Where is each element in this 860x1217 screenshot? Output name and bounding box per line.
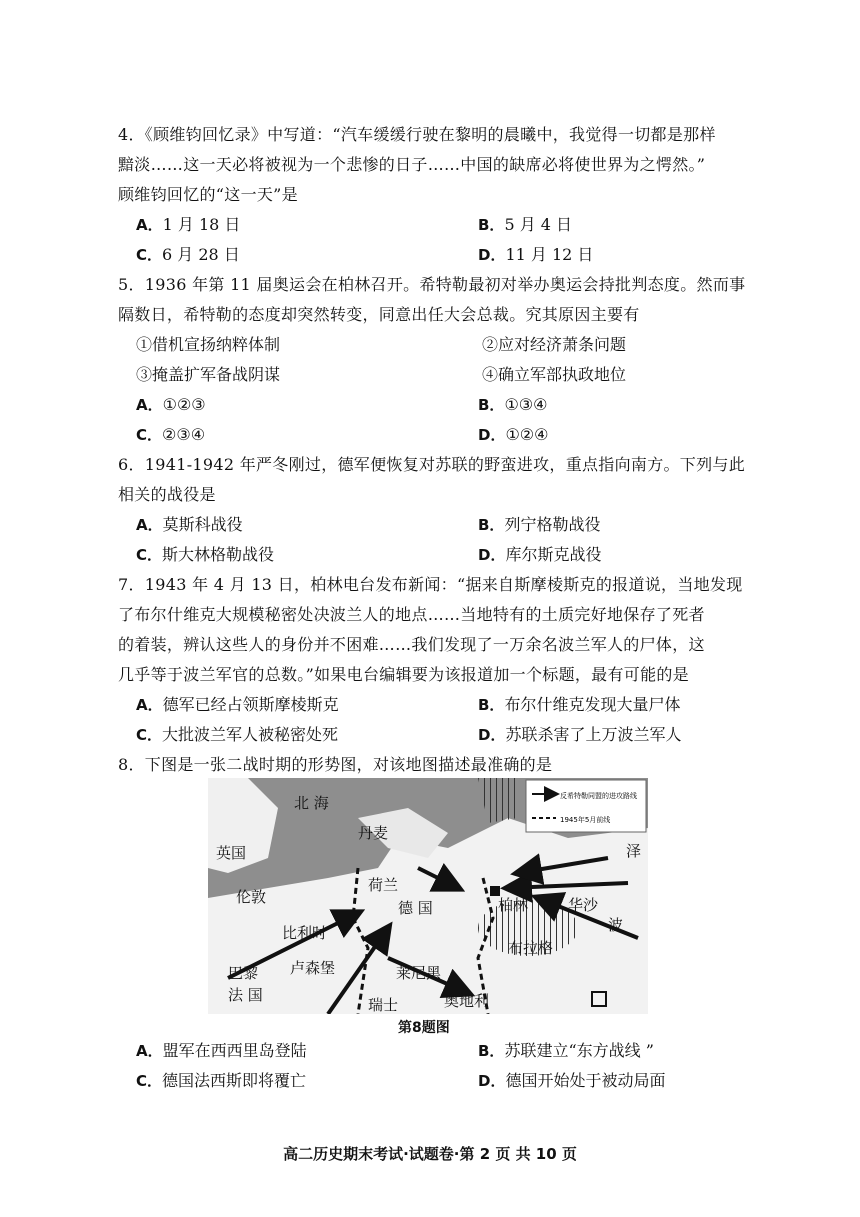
map-label-north-sea: 北 海 bbox=[294, 794, 329, 812]
map-label-austria: 奥地利 bbox=[444, 992, 490, 1010]
q7-line-4: 几乎等于波兰军官的总数。”如果电台编辑要为该报道加一个标题，最有可能的是 bbox=[118, 665, 689, 684]
q5-line-1: 5．1936 年第 11 届奥运会在柏林召开。希特勒最初对举办奥运会持批判态度。然而事 bbox=[118, 275, 746, 294]
q8-option-a[interactable]: A．盟军在西西里岛登陆 bbox=[136, 1041, 307, 1060]
map-label-denmark: 丹麦 bbox=[358, 824, 389, 842]
q5-statement-2: ②应对经济萧条问题 bbox=[482, 335, 627, 354]
map-label-paris: 巴黎 bbox=[228, 964, 259, 982]
q5-option-d[interactable]: D．①②④ bbox=[478, 425, 549, 444]
map-label-rhine: 莱尼黑 bbox=[396, 964, 442, 982]
q5-statement-1: ①借机宣扬纳粹体制 bbox=[136, 335, 281, 354]
q8-option-d[interactable]: D．德国开始处于被动局面 bbox=[478, 1071, 666, 1090]
map-label-belgium: 比利时 bbox=[282, 924, 328, 942]
q5-statement-3: ③掩盖扩军备战阴谋 bbox=[136, 365, 281, 384]
q6-option-d[interactable]: D．库尔斯克战役 bbox=[478, 545, 602, 564]
q5-line-2: 隔数日，希特勒的态度却突然转变，同意出任大会总裁。究其原因主要有 bbox=[118, 305, 640, 324]
map-caption: 第8题图 bbox=[398, 1020, 450, 1036]
q8-line-1: 8．下图是一张二战时期的形势图，对该地图描述最准确的是 bbox=[118, 755, 553, 774]
q6-line-2: 相关的战役是 bbox=[118, 485, 216, 504]
q4-option-a[interactable]: A．1 月 18 日 bbox=[136, 215, 241, 234]
q5-statement-4: ④确立军部执政地位 bbox=[482, 365, 627, 384]
q4-line-3: 顾维钧回忆的“这一天”是 bbox=[118, 185, 298, 204]
q8-option-b[interactable]: B．苏联建立“东方战线 ” bbox=[478, 1041, 654, 1060]
q5-option-a[interactable]: A．①②③ bbox=[136, 395, 206, 414]
map-legend-1: 反希特勒同盟的进攻路线 bbox=[560, 792, 637, 800]
q7-option-b[interactable]: B．布尔什维克发现大量尸体 bbox=[478, 695, 681, 714]
map-label-switzerland: 瑞士 bbox=[368, 996, 399, 1014]
map-label-luxembourg: 卢森堡 bbox=[290, 959, 336, 977]
q6-option-b[interactable]: B．列宁格勒战役 bbox=[478, 515, 601, 534]
q5-option-c[interactable]: C．②③④ bbox=[136, 425, 206, 444]
map-legend-2: 1945年5月前线 bbox=[560, 816, 611, 824]
map-label-germany: 德 国 bbox=[398, 899, 433, 917]
map-label-france: 法 国 bbox=[228, 986, 263, 1004]
q5-option-b[interactable]: B．①③④ bbox=[478, 395, 548, 414]
q4-option-c[interactable]: C．6 月 28 日 bbox=[136, 245, 240, 264]
map-label-london: 伦敦 bbox=[236, 888, 267, 906]
map-label-poland: 波 bbox=[608, 916, 624, 934]
q4-line-2: 黯淡……这一天必将被视为一个悲惨的日子……中国的缺席必将使世界为之愕然。” bbox=[118, 155, 706, 174]
q7-option-d[interactable]: D．苏联杀害了上万波兰军人 bbox=[478, 725, 682, 744]
map-label-netherlands: 荷兰 bbox=[368, 876, 399, 894]
q4-line-1: 4．《顾维钧回忆录》中写道：“汽车缓缓行驶在黎明的晨曦中，我觉得一切都是那样 bbox=[118, 125, 716, 144]
q7-line-3: 的着装，辨认这些人的身份并不困难……我们发现了一万余名波兰军人的尸体，这 bbox=[118, 635, 705, 654]
map-label-berlin: 柏林 bbox=[498, 896, 529, 914]
q6-line-1: 6．1941-1942 年严冬刚过，德军便恢复对苏联的野蛮进攻，重点指向南方。下列与此 bbox=[118, 455, 746, 474]
q4-option-b[interactable]: B．5 月 4 日 bbox=[478, 215, 573, 234]
q7-line-1: 7．1943 年 4 月 13 日，柏林电台发布新闻：“据来自斯摩棱斯克的报道说，当地发现 bbox=[118, 575, 743, 594]
map-label-ze: 泽 bbox=[626, 842, 642, 860]
q7-option-c[interactable]: C．大批波兰军人被秘密处死 bbox=[136, 725, 339, 744]
page-footer: 高二历史期末考试·试题卷·第 2 页 共 10 页 bbox=[283, 1145, 577, 1163]
q6-option-c[interactable]: C．斯大林格勒战役 bbox=[136, 545, 275, 564]
q6-option-a[interactable]: A．莫斯科战役 bbox=[136, 515, 243, 534]
map-label-warsaw: 华沙 bbox=[568, 896, 599, 914]
q8-option-c[interactable]: C．德国法西斯即将覆亡 bbox=[136, 1071, 307, 1090]
q7-option-a[interactable]: A．德军已经占领斯摩棱斯克 bbox=[136, 695, 339, 714]
map-label-prague: 布拉格 bbox=[508, 939, 554, 957]
map-label-britain: 英国 bbox=[216, 844, 247, 862]
q4-option-d[interactable]: D．11 月 12 日 bbox=[478, 245, 594, 264]
ww2-situation-map bbox=[208, 778, 648, 1014]
q7-line-2: 了布尔什维克大规模秘密处决波兰人的地点……当地特有的土质完好地保存了死者 bbox=[118, 605, 705, 624]
